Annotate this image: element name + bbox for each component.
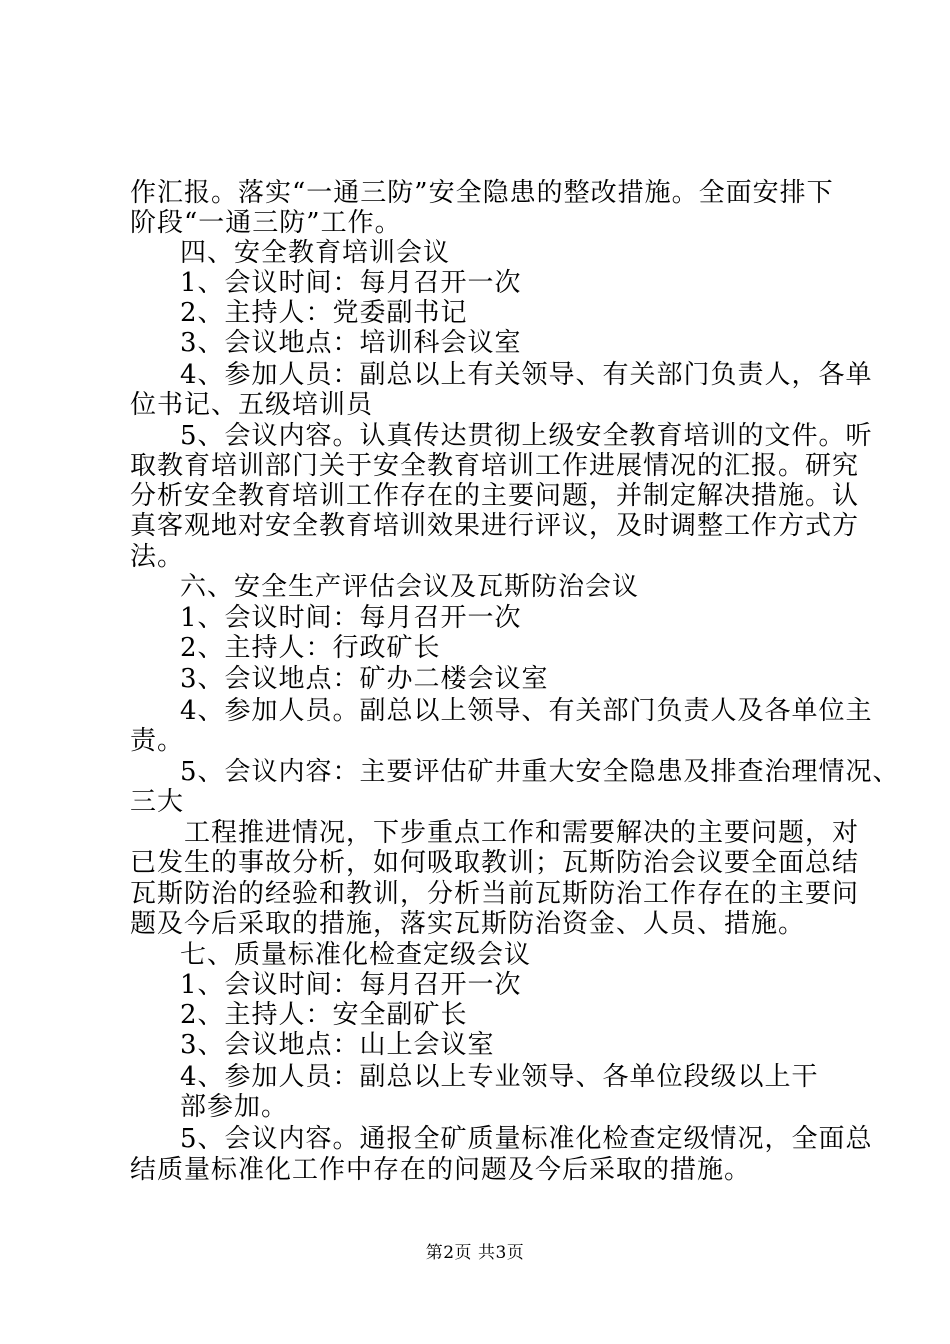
- section-heading: 四、安全教育培训会议: [180, 238, 451, 268]
- text-line: 4、参加人员。副总以上领导、有关部门负责人及各单位主: [180, 696, 873, 726]
- text-line: 2、主持人：党委副书记: [180, 298, 468, 328]
- text-line: 5、会议内容。认真传达贯彻上级安全教育培训的文件。听: [180, 421, 873, 451]
- text-line: 4、参加人员：副总以上有关领导、有关部门负责人，各单: [180, 360, 873, 390]
- text-line: 真客观地对安全教育培训效果进行评议，及时调整工作方式方: [130, 511, 860, 541]
- text-line: 1、会议时间：每月召开一次: [180, 268, 522, 298]
- text-line: 三大: [130, 787, 185, 817]
- text-line: 4、参加人员：副总以上专业领导、各单位段级以上干: [180, 1062, 819, 1092]
- text-line: 瓦斯防治的经验和教训，分析当前瓦斯防治工作存在的主要问: [130, 879, 860, 909]
- text-line: 已发生的事故分析，如何吸取教训；瓦斯防治会议要全面总结: [130, 848, 860, 878]
- page-number-label: 第2页 共3页: [425, 1243, 525, 1263]
- text-line: 1、会议时间：每月召开一次: [180, 970, 522, 1000]
- text-line: 责。: [130, 726, 185, 756]
- section-heading: 七、质量标准化检查定级会议: [180, 940, 532, 970]
- text-line: 法。: [130, 542, 185, 572]
- text-line: 5、会议内容。通报全矿质量标准化检查定级情况，全面总: [180, 1124, 873, 1154]
- text-line: 位书记、五级培训员: [130, 390, 374, 420]
- text-line: 作汇报。落实“一通三防”安全隐患的整改措施。全面安排下: [130, 178, 834, 208]
- text-line: 3、会议地点：矿办二楼会议室: [180, 664, 549, 694]
- text-line: 5、会议内容：主要评估矿井重大安全隐患及排查治理情况、: [180, 757, 900, 787]
- text-line: 2、主持人：行政矿长: [180, 633, 441, 663]
- text-line: 3、会议地点：培训科会议室: [180, 328, 522, 358]
- text-line: 1、会议时间：每月召开一次: [180, 603, 522, 633]
- text-line: 分析安全教育培训工作存在的主要问题，并制定解决措施。认: [130, 481, 860, 511]
- text-line: 阶段“一通三防”工作。: [130, 208, 402, 238]
- text-line: 工程推进情况，下步重点工作和需要解决的主要问题，对: [184, 818, 860, 848]
- text-line: 部参加。: [180, 1092, 289, 1122]
- section-heading: 六、安全生产评估会议及瓦斯防治会议: [180, 572, 640, 602]
- text-line: 题及今后采取的措施，落实瓦斯防治资金、人员、措施。: [130, 909, 806, 939]
- text-line: 3、会议地点：山上会议室: [180, 1030, 495, 1060]
- text-line: 2、主持人：安全副矿长: [180, 1000, 468, 1030]
- text-line: 结质量标准化工作中存在的问题及今后采取的措施。: [130, 1155, 752, 1185]
- text-line: 取教育培训部门关于安全教育培训工作进展情况的汇报。研究: [130, 451, 860, 481]
- page-footer: [0, 1242, 950, 1264]
